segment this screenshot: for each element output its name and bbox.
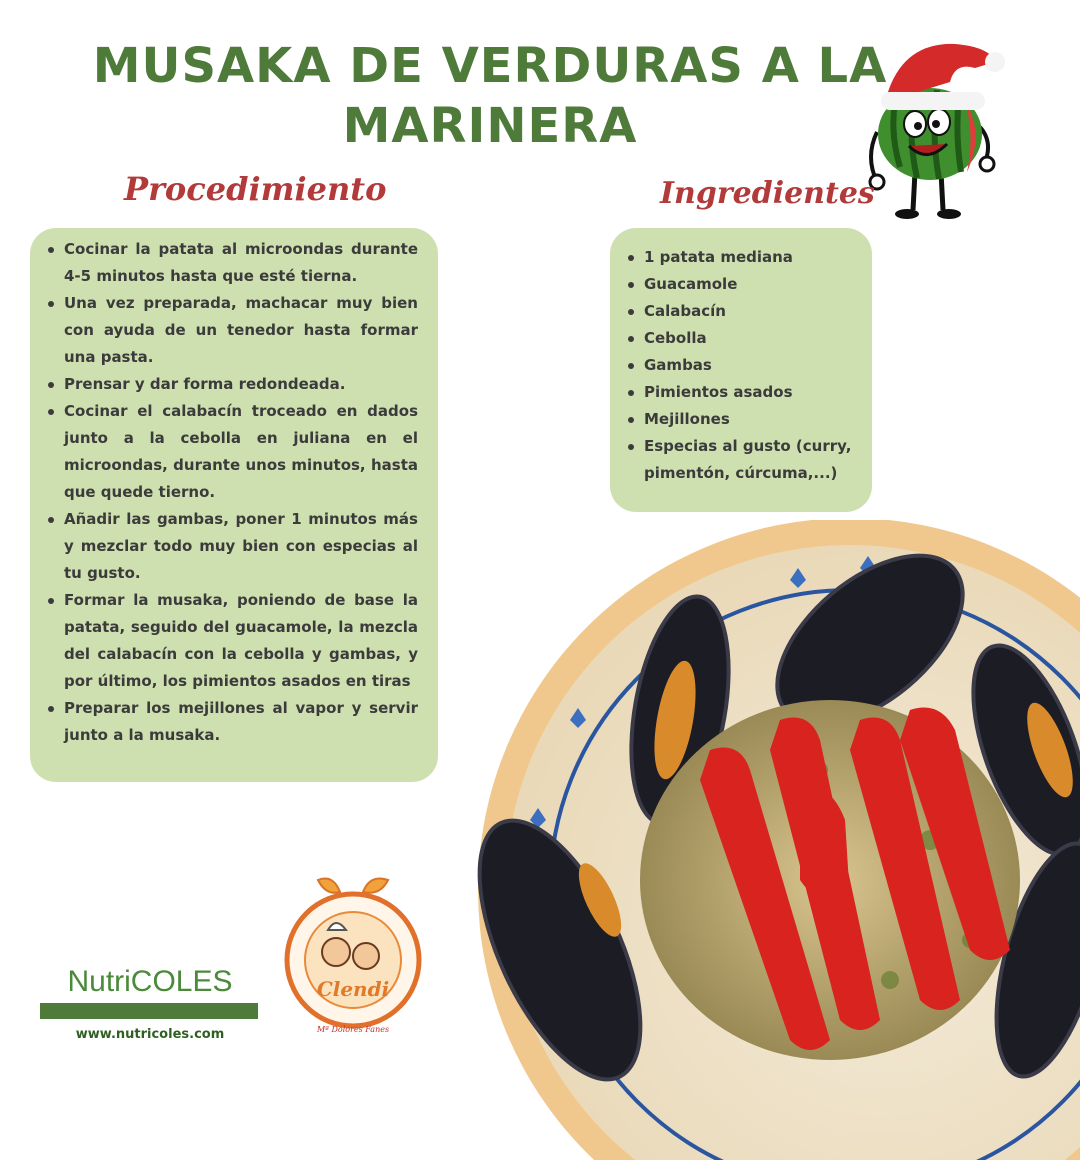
ingredient-item: Guacamole (644, 271, 858, 298)
procedure-list (44, 236, 418, 749)
procedure-step: Preparar los mejillones al vapor y servir junto a la musaka. (64, 695, 418, 749)
procedure-step: Cocinar el calabacín troceado en dados junto a la cebolla en juliana en el microondas, durante unos minutos, hasta que quede tierno. (64, 398, 418, 506)
watermelon-santa-mascot-icon (855, 22, 1005, 222)
brand-bar (40, 1003, 258, 1019)
ingredient-item: Gambas (644, 352, 858, 379)
procedure-card (30, 228, 438, 782)
ingredient-item: 1 patata mediana (644, 244, 858, 271)
svg-text:Mª Dolores Fanes: Mª Dolores Fanes (316, 1025, 390, 1034)
procedure-heading: Procedimiento (124, 170, 387, 208)
nutricoles-logo (40, 965, 260, 1042)
ingredient-item: Cebolla (644, 325, 858, 352)
page-title: MUSAKA DE VERDURAS A LA MARINERA (92, 38, 888, 154)
procedure-step: Formar la musaka, poniendo de base la patata, seguido del guacamole, la mezcla del calabacín con la cebolla y gambas, y por último, los pimientos asados en tiras (64, 587, 418, 695)
ingredient-item: Calabacín (644, 298, 858, 325)
clendi-logo-icon (278, 872, 428, 1037)
brand-url[interactable]: www.nutricoles.com (75, 1027, 225, 1042)
ingredients-card (610, 228, 872, 512)
procedure-step: Cocinar la patata al microondas durante 4-5 minutos hasta que esté tierna. (64, 236, 418, 290)
ingredient-item: Pimientos asados (644, 379, 858, 406)
ingredient-item: Mejillones (644, 406, 858, 433)
musaka-dish-photo (470, 520, 1080, 1160)
ingredients-list (624, 244, 858, 487)
procedure-step: Prensar y dar forma redondeada. (64, 371, 418, 398)
svg-text:Clendi: Clendi (316, 977, 390, 1001)
ingredient-item: Especias al gusto (curry, pimentón, cúrcuma,...) (644, 433, 858, 487)
procedure-step: Una vez preparada, machacar muy bien con ayuda de un tenedor hasta formar una pasta. (64, 290, 418, 371)
brand-name: NutriCOLES (67, 965, 233, 998)
procedure-step: Añadir las gambas, poner 1 minutos más y mezclar todo muy bien con especias al tu gusto. (64, 506, 418, 587)
ingredients-heading: Ingredientes (660, 176, 875, 211)
